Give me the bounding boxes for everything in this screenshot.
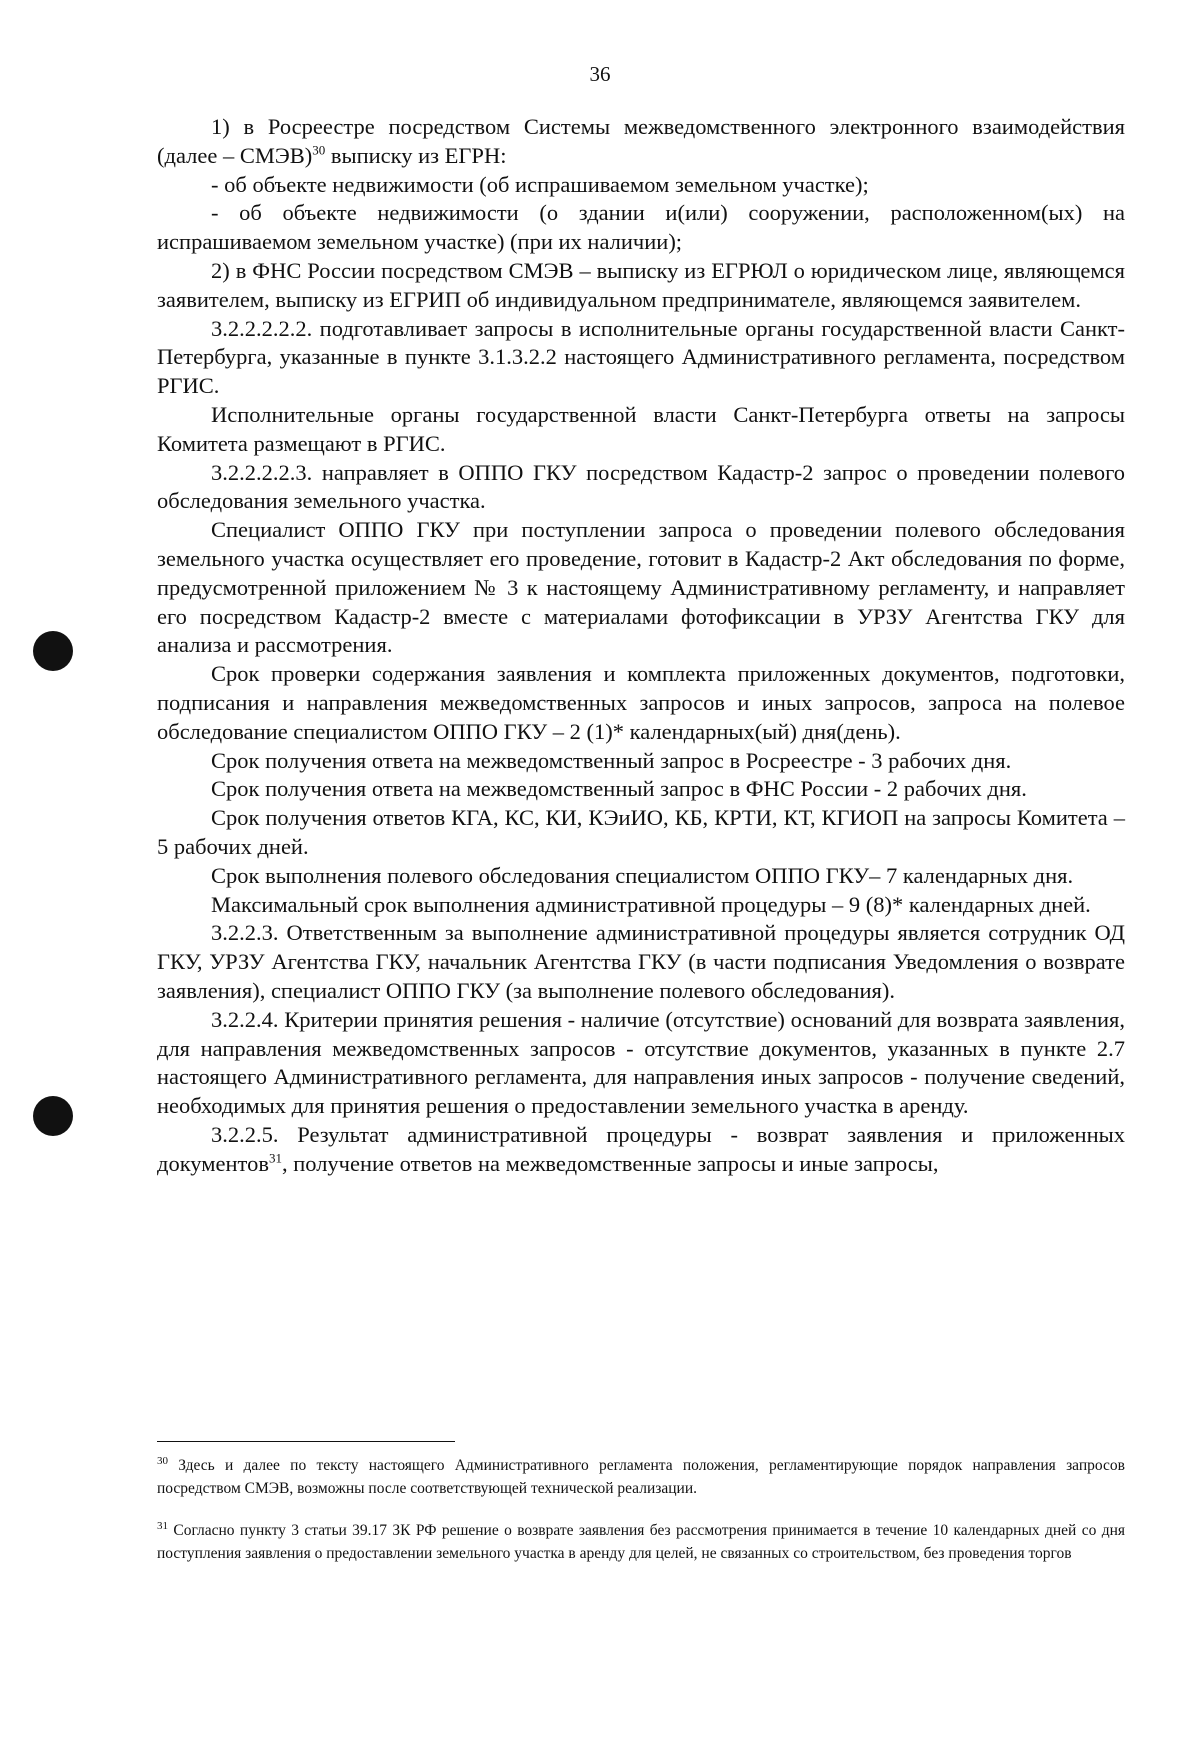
paragraph-8: Специалист ОППО ГКУ при поступлении запроса о проведении полевого обследования земельного участка осуществляет его проведение, готовит в Кадастр-2 Акт обследования по форме, предусмотренной приложением № 3 к настоящему Административному регламенту, и направляет его посредством Кадастр-2 вместе с материалами фотофиксации в УРЗУ Агентства ГКУ для анализа и рассмотрения.: [157, 517, 1125, 658]
punch-hole-mark: [33, 1096, 73, 1136]
paragraph-14: Максимальный срок выполнения административной процедуры – 9 (8)* календарных дней.: [211, 891, 1091, 917]
paragraph-9: Срок проверки содержания заявления и комплекта приложенных документов, подготовки, подписания и направления межведомственных запросов и иных запросов, запроса на полевое обследование специалистом ОППО ГКУ – 2 (1)* календарных(ый) дня(день).: [157, 661, 1125, 744]
footnote-31: $^{31}$ Согласно пункту 3 статьи 39.17 ЗК РФ решение о возврате заявления без рассмотрения принимается в течение 10 календарных дней со дня поступления заявления о предоставлении земельного участка в аренду для целей, не связанных со строительством, без проведения торгов: [157, 1519, 1125, 1562]
footnote-divider: [157, 1441, 455, 1442]
paragraph-5: 3.2.2.2.2.2. подготавливает запросы в исполнительные органы государственной власти Санкт-Петербурга, указанные в пункте 3.1.3.2.2 настоящего Административного регламента, посредством РГИС.: [157, 315, 1125, 399]
footnotes: [157, 1454, 1125, 1565]
paragraph-4: 2) в ФНС России посредством СМЭВ – выписку из ЕГРЮЛ о юридическом лице, являющемся заявителем, выписку из ЕГРИП об индивидуальном предпринимателе, являющемся заявителем.: [157, 257, 1125, 312]
footnote-ref-30: 30: [312, 142, 326, 158]
paragraph-6: Исполнительные органы государственной власти Санкт-Петербурга ответы на запросы Комитета размещают в РГИС.: [157, 401, 1125, 456]
paragraph-2: - об объекте недвижимости (об испрашиваемом земельном участке);: [211, 171, 869, 197]
paragraph-3: - об объекте недвижимости (о здании и(или) сооружении, расположенном(ых) на испрашиваемом земельном участке) (при их наличии);: [157, 200, 1125, 255]
paragraph-10: Срок получения ответа на межведомственный запрос в Росреестре - 3 рабочих дня.: [211, 747, 1012, 773]
paragraph-11: Срок получения ответа на межведомственный запрос в ФНС России - 2 рабочих дня.: [211, 776, 1027, 802]
body-text: [157, 113, 1125, 1178]
paragraph-1: 1) в Росреестре посредством Системы межведомственного электронного взаимодействия (далее – СМЭВ)$^{30}$ выписку из ЕГРН:: [157, 114, 1125, 168]
punch-hole-mark: [33, 631, 73, 671]
page-number: 36: [589, 62, 611, 86]
footnote-mark-30: 30: [157, 1454, 168, 1467]
paragraph-12: Срок получения ответов КГА, КС, КИ, КЭиИО, КБ, КРТИ, КТ, КГИОП на запросы Комитета – 5 рабочих дней.: [157, 805, 1125, 859]
paragraph-15: 3.2.2.3. Ответственным за выполнение административной процедуры является сотрудник ОД ГКУ, УРЗУ Агентства ГКУ, начальник Агентства ГКУ (в части подписания Уведомления о возврате заявления), специалист ОППО ГКУ (за выполнение полевого обследования).: [157, 920, 1125, 1003]
paragraph-16: 3.2.2.4. Критерии принятия решения - наличие (отсутствие) оснований для возврата заявления, для направления межведомственных запросов - отсутствие документов, указанных в пункте 2.7 настоящего Административного регламента, для направления иных запросов - получение сведений, необходимых для принятия решения о предоставлении земельного участка в аренду.: [157, 1006, 1125, 1119]
footnote-30: $^{30}$ Здесь и далее по тексту настоящего Административного регламента положения, регламентирующие порядок направления запросов посредством СМЭВ, возможны после соответствующей технической реализации.: [157, 1454, 1125, 1497]
footnote-ref-31: 31: [268, 1150, 282, 1166]
paragraph-7: 3.2.2.2.2.3. направляет в ОППО ГКУ посредством Кадастр-2 запрос о проведении полевого обследования земельного участка.: [157, 459, 1125, 514]
paragraph-13: Срок выполнения полевого обследования специалистом ОППО ГКУ– 7 календарных дня.: [211, 862, 1074, 888]
paragraph-17: 3.2.2.5. Результат административной процедуры - возврат заявления и приложенных документов$^{31}$, получение ответов на межведомственные запросы и иные запросы,: [157, 1121, 1125, 1176]
footnote-mark-31: 31: [157, 1519, 168, 1532]
